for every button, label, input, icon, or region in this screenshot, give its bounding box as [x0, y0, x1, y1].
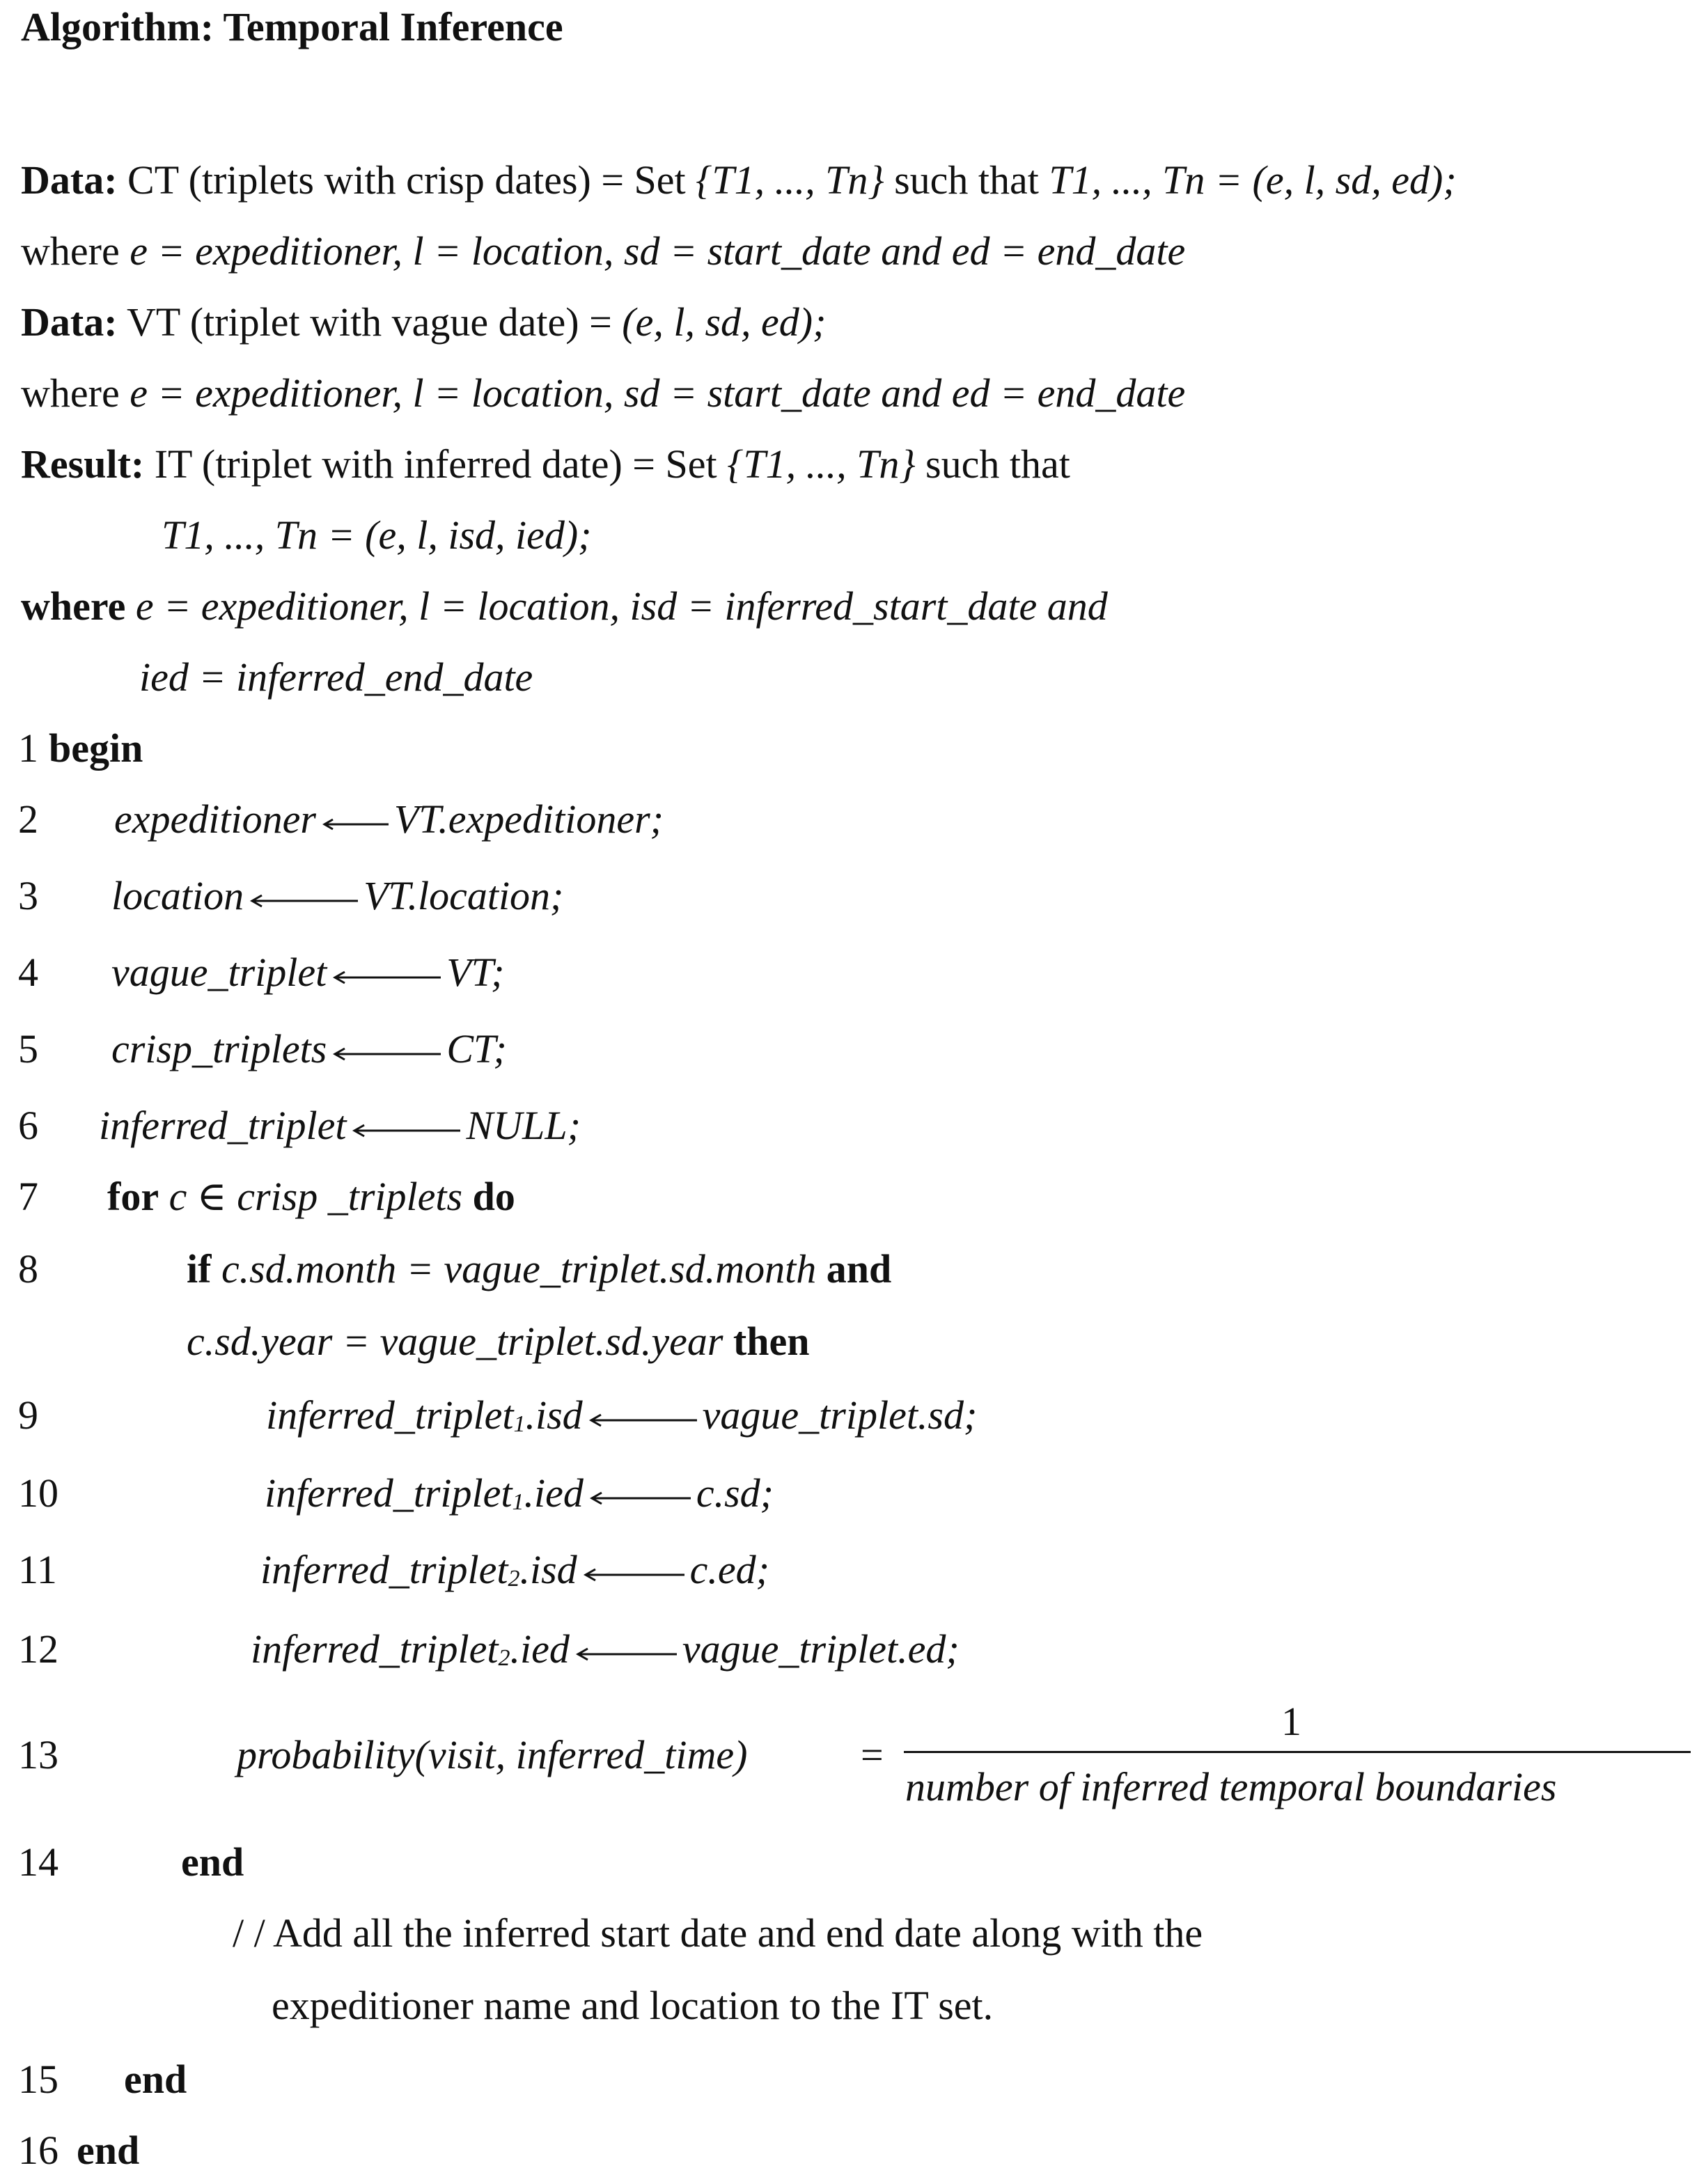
left-arrow-icon [581, 1554, 686, 1594]
line-number: 5 [18, 1026, 38, 1071]
line-number: 3 [18, 873, 38, 918]
comment-line-2: expeditioner name and location to the IT set. [272, 1983, 994, 2028]
data-ct-text: CT (triplets with crisp dates) = Set [127, 157, 686, 203]
assign-lhs-field: .isd [525, 1392, 583, 1438]
line-number: 16 [18, 2128, 58, 2173]
if-condition [187, 1246, 892, 1291]
where-it-cont: ied = inferred_end_date [139, 654, 533, 700]
assign-inferred-1-ied [265, 1470, 774, 1518]
data-ct-line [21, 157, 1457, 203]
if-condition-month: c.sd.month = vague_triplet.sd.month [221, 1246, 817, 1291]
left-arrow-icon [350, 1110, 462, 1150]
where-ct-line [21, 228, 1186, 274]
if-condition-year: c.sd.year = vague_triplet.sd.year [187, 1319, 723, 1364]
left-arrow-icon [588, 1477, 692, 1518]
line-number: 7 [18, 1174, 38, 1219]
where-lead: where [21, 228, 120, 274]
subscript: 1 [512, 1489, 524, 1515]
data-vt-line [21, 299, 827, 345]
result-text: IT (triplet with inferred date) = Set [154, 441, 717, 487]
assign-rhs: CT; [446, 1026, 507, 1071]
assign-lhs: inferred_triplet [251, 1626, 499, 1672]
assign-inferred-2-isd [260, 1547, 769, 1594]
line-number: 8 [18, 1246, 38, 1291]
line-number: 1 [18, 725, 38, 771]
end-keyword: end [77, 2128, 140, 2173]
left-arrow-icon [574, 1633, 678, 1674]
assign-lhs: location [111, 873, 244, 918]
assign-rhs: vague_triplet.sd; [702, 1392, 978, 1438]
result-set: {T1, ..., Tn} [727, 441, 916, 487]
data-label: Data: [21, 299, 118, 345]
where-vt-line [21, 370, 1186, 416]
for-keyword: for [107, 1174, 159, 1219]
assign-lhs: inferred_triplet [266, 1392, 514, 1438]
end-keyword: end [124, 2057, 187, 2102]
assign-lhs: inferred_triplet [260, 1547, 508, 1592]
where-lead: where [21, 370, 120, 416]
data-ct-such: such that [894, 157, 1039, 203]
line-number: 2 [18, 796, 38, 842]
line-number: 6 [18, 1103, 38, 1148]
assign-vague-triplet [111, 952, 505, 997]
subscript: 1 [513, 1411, 526, 1437]
assign-lhs: inferred_triplet [265, 1470, 512, 1516]
subscript: 2 [508, 1566, 520, 1592]
line-number: 10 [18, 1470, 58, 1516]
assign-lhs-field: .ied [510, 1626, 570, 1672]
left-arrow-icon [587, 1399, 698, 1440]
assign-lhs: crisp_triplets [111, 1026, 327, 1071]
algorithm-title: Algorithm: Temporal Inference [21, 4, 563, 49]
result-tuple: T1, ..., Tn = (e, l, isd, ied); [162, 512, 592, 558]
assign-rhs: vague_triplet.ed; [682, 1626, 960, 1672]
data-vt-tuple: (e, l, sd, ed); [622, 299, 827, 345]
result-label: Result: [21, 441, 145, 487]
for-variable: c ∈ crisp _triplets [169, 1174, 463, 1219]
left-arrow-icon [331, 957, 442, 997]
if-keyword: if [187, 1246, 212, 1291]
probability-lhs: probability(visit, inferred_time) [237, 1732, 748, 1777]
line-number: 12 [18, 1626, 58, 1672]
subscript: 2 [498, 1645, 510, 1671]
assign-lhs: vague_triplet [111, 950, 327, 995]
assign-rhs: VT.location; [363, 873, 564, 918]
data-ct-tuple: T1, ..., Tn = (e, l, sd, ed); [1049, 157, 1457, 203]
assign-inferred-1-isd [266, 1392, 978, 1440]
data-ct-set: {T1, ..., Tn} [696, 157, 884, 203]
assign-rhs: c.ed; [689, 1547, 769, 1592]
data-vt-text: VT (triplet with vague date) = [126, 299, 612, 345]
where-it-text: e = expeditioner, l = location, isd = inferred_start_date and [135, 583, 1108, 629]
assign-rhs: c.sd; [696, 1470, 774, 1516]
assign-rhs: VT; [446, 950, 505, 995]
assign-inferred-triplet [99, 1103, 581, 1150]
assign-lhs: inferred_triplet [99, 1103, 347, 1148]
for-loop [107, 1174, 515, 1219]
equals-sign: = [861, 1732, 884, 1777]
where-it-line [21, 583, 1108, 629]
assign-rhs: NULL; [466, 1103, 581, 1148]
end-keyword: end [181, 1839, 244, 1885]
and-keyword: and [826, 1246, 892, 1291]
assign-lhs-field: .isd [519, 1547, 577, 1592]
left-arrow-icon [248, 880, 359, 920]
line-number: 11 [18, 1547, 57, 1592]
line-number: 4 [18, 950, 38, 995]
then-keyword: then [733, 1319, 810, 1364]
if-condition-cont [187, 1321, 809, 1362]
left-arrow-icon [320, 803, 390, 844]
line-number: 15 [18, 2057, 58, 2102]
assign-crisp-triplets [111, 1026, 507, 1074]
fraction-bar [904, 1751, 1691, 1753]
assign-location [111, 873, 564, 920]
data-label: Data: [21, 157, 118, 203]
assign-expeditioner [114, 796, 664, 844]
line-number: 14 [18, 1839, 58, 1885]
assign-inferred-2-ied [251, 1626, 960, 1674]
where-vt-text: e = expeditioner, l = location, sd = start_date and ed = end_date [130, 370, 1186, 416]
result-such: such that [925, 441, 1070, 487]
result-line [21, 441, 1070, 487]
assign-lhs-field: .ied [524, 1470, 584, 1516]
fraction-denominator: number of inferred temporal boundaries [905, 1764, 1557, 1809]
where-lead-bold: where [21, 583, 126, 629]
fraction-numerator: 1 [1281, 1699, 1301, 1744]
line-number: 9 [18, 1392, 38, 1438]
line-number: 13 [18, 1732, 58, 1777]
assign-lhs: expeditioner [114, 796, 316, 842]
do-keyword: do [472, 1174, 515, 1219]
begin-keyword: begin [49, 725, 143, 771]
comment-line-1: / / Add all the inferred start date and end date along with the [233, 1910, 1203, 1956]
where-ct-text: e = expeditioner, l = location, sd = start_date and ed = end_date [130, 228, 1186, 274]
left-arrow-icon [331, 1033, 442, 1074]
assign-rhs: VT.expeditioner; [393, 796, 664, 842]
